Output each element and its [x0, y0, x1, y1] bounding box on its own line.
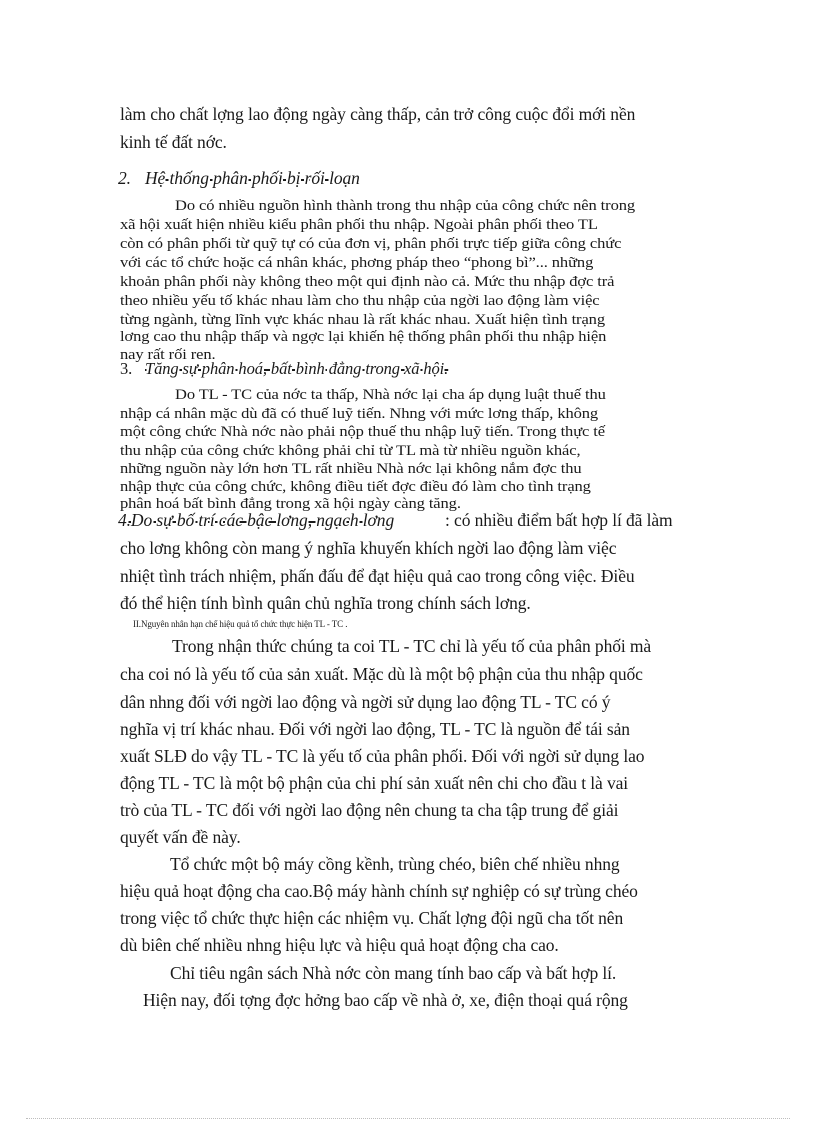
text-line: dân nhng đối với ngời lao động và ngời sử dụng lao động TL - TC có ý — [120, 692, 611, 712]
text-line: nay rất rối ren. — [120, 345, 216, 363]
text-line: Do TL - TC của nớc ta thấp, Nhà nớc lại cha áp dụng luật thuế thu — [175, 385, 606, 403]
text-line: kinh tế đất nớc. — [120, 132, 227, 152]
text-line: một công chức Nhà nớc nào phải nộp thuế thu nhập luỹ tiến. Trong thực tế — [120, 422, 605, 440]
text-line: Do có nhiều nguồn hình thành trong thu nhập của công chức nên trong — [175, 196, 636, 214]
text-line: hiệu quả hoạt động cha cao.Bộ máy hành chính sự nghiệp có sự trùng chéo — [120, 881, 638, 901]
text-line: Trong nhận thức chúng ta coi TL - TC chỉ là yếu tố của phân phối mà — [172, 636, 652, 656]
text-line: Hiện nay, đối tợng đợc hởng bao cấp về nhà ở, xe, điện thoại quá rộng — [143, 990, 628, 1010]
text-line: đó thể hiện tính bình quân chủ nghĩa trong chính sách lơng. — [120, 593, 531, 613]
text-line: còn có phân phối từ quỹ tự có của đơn vị, phân phối trực tiếp giữa công chức — [120, 234, 622, 252]
text-line: những nguồn này lớn hơn TL rất nhiều Nhà nớc lại không nắm đợc thu — [120, 459, 582, 477]
text-line: thu nhập của công chức không phải chỉ từ TL mà từ nhiều nguồn khác, — [120, 441, 581, 459]
text-line: phân hoá bất bình đẳng trong xã hội ngày càng tăng. — [120, 494, 461, 512]
text-line: khoản phân phối này không theo một qui định nào cả. Mức thu nhập đợc trả — [120, 272, 615, 290]
text-line: nhập thực của công chức, không điều tiết đợc điều đó làm cho tình trạng — [120, 477, 591, 495]
text-line: động TL - TC là một bộ phận của chi phí sản xuất nên chi cho đầu t là vai — [120, 773, 629, 793]
text-line: nhiệt tình trách nhiệm, phấn đấu để đạt hiệu quả cao trong công việc. Điều — [120, 566, 635, 586]
section-heading: Tăng sự phân hoá, bất bình đẳng trong xã hội. — [145, 359, 449, 378]
section-heading-small: II.Nguyên nhân hạn chế hiệu quả tổ chức thực hiện TL - TC . — [133, 619, 348, 629]
text-line: xuất SLĐ do vậy TL - TC là yếu tố của phân phối. Đối với ngời sử dụng lao — [120, 746, 645, 766]
text-line: cho lơng không còn mang ý nghĩa khuyến khích ngời lao động làm việc — [120, 538, 617, 558]
text-line: theo nhiều yếu tố khác nhau làm cho thu nhập của ngời lao động làm việc — [120, 291, 600, 309]
text-line: trò của TL - TC đối với ngời lao động nên chung ta cha tập trung để giải — [120, 800, 619, 820]
text-line: lơng cao thu nhập thấp và ngợc lại khiến hệ thống phân phối thu nhập hiện — [120, 327, 607, 345]
text-line: cha coi nó là yếu tố của sản xuất. Mặc dù là một bộ phận của thu nhập quốc — [120, 664, 643, 684]
text-line: Tổ chức một bộ máy cồng kềnh, trùng chéo, biên chế nhiều nhng — [170, 854, 620, 874]
section-heading: 4.Do sự bố trí các bậc lơng, ngạch lơng — [118, 510, 395, 530]
page-bottom-divider — [26, 1118, 790, 1119]
text-line: với các tổ chức hoặc cá nhân khác, phơng pháp theo “phong bì”... những — [120, 253, 594, 271]
text-line: quyết vấn đề này. — [120, 827, 241, 847]
text-line: xã hội xuất hiện nhiều kiểu phân phối thu nhập. Ngoài phân phối theo TL — [120, 215, 598, 233]
text-line: Chỉ tiêu ngân sách Nhà nớc còn mang tính bao cấp và bất hợp lí. — [170, 963, 617, 983]
text-line: : có nhiều điểm bất hợp lí đã làm — [445, 510, 673, 530]
section-number: 3. — [120, 359, 133, 378]
text-line: dù biên chế nhiều nhng hiệu lực và hiệu quả hoạt động cha cao. — [120, 935, 559, 955]
text-line: nghĩa vị trí khác nhau. Đối với ngời lao động, TL - TC là nguồn để tái sản — [120, 719, 630, 739]
section-heading: Hệ thống phân phối bị rối loạn — [145, 168, 360, 188]
text-line: nhập cá nhân mặc dù đã có thuế luỹ tiến. Nhng với mức lơng thấp, không — [120, 404, 599, 422]
text-line: trong việc tổ chức thực hiện các nhiệm vụ. Chất lợng đội ngũ cha tốt nên — [120, 908, 624, 928]
text-line: làm cho chất lợng lao động ngày càng thấp, cản trở công cuộc đổi mới nền — [120, 104, 636, 124]
section-number: 2. — [118, 168, 131, 188]
text-line: từng ngành, từng lĩnh vực khác nhau là rất khác nhau. Xuất hiện tình trạng — [120, 310, 605, 328]
